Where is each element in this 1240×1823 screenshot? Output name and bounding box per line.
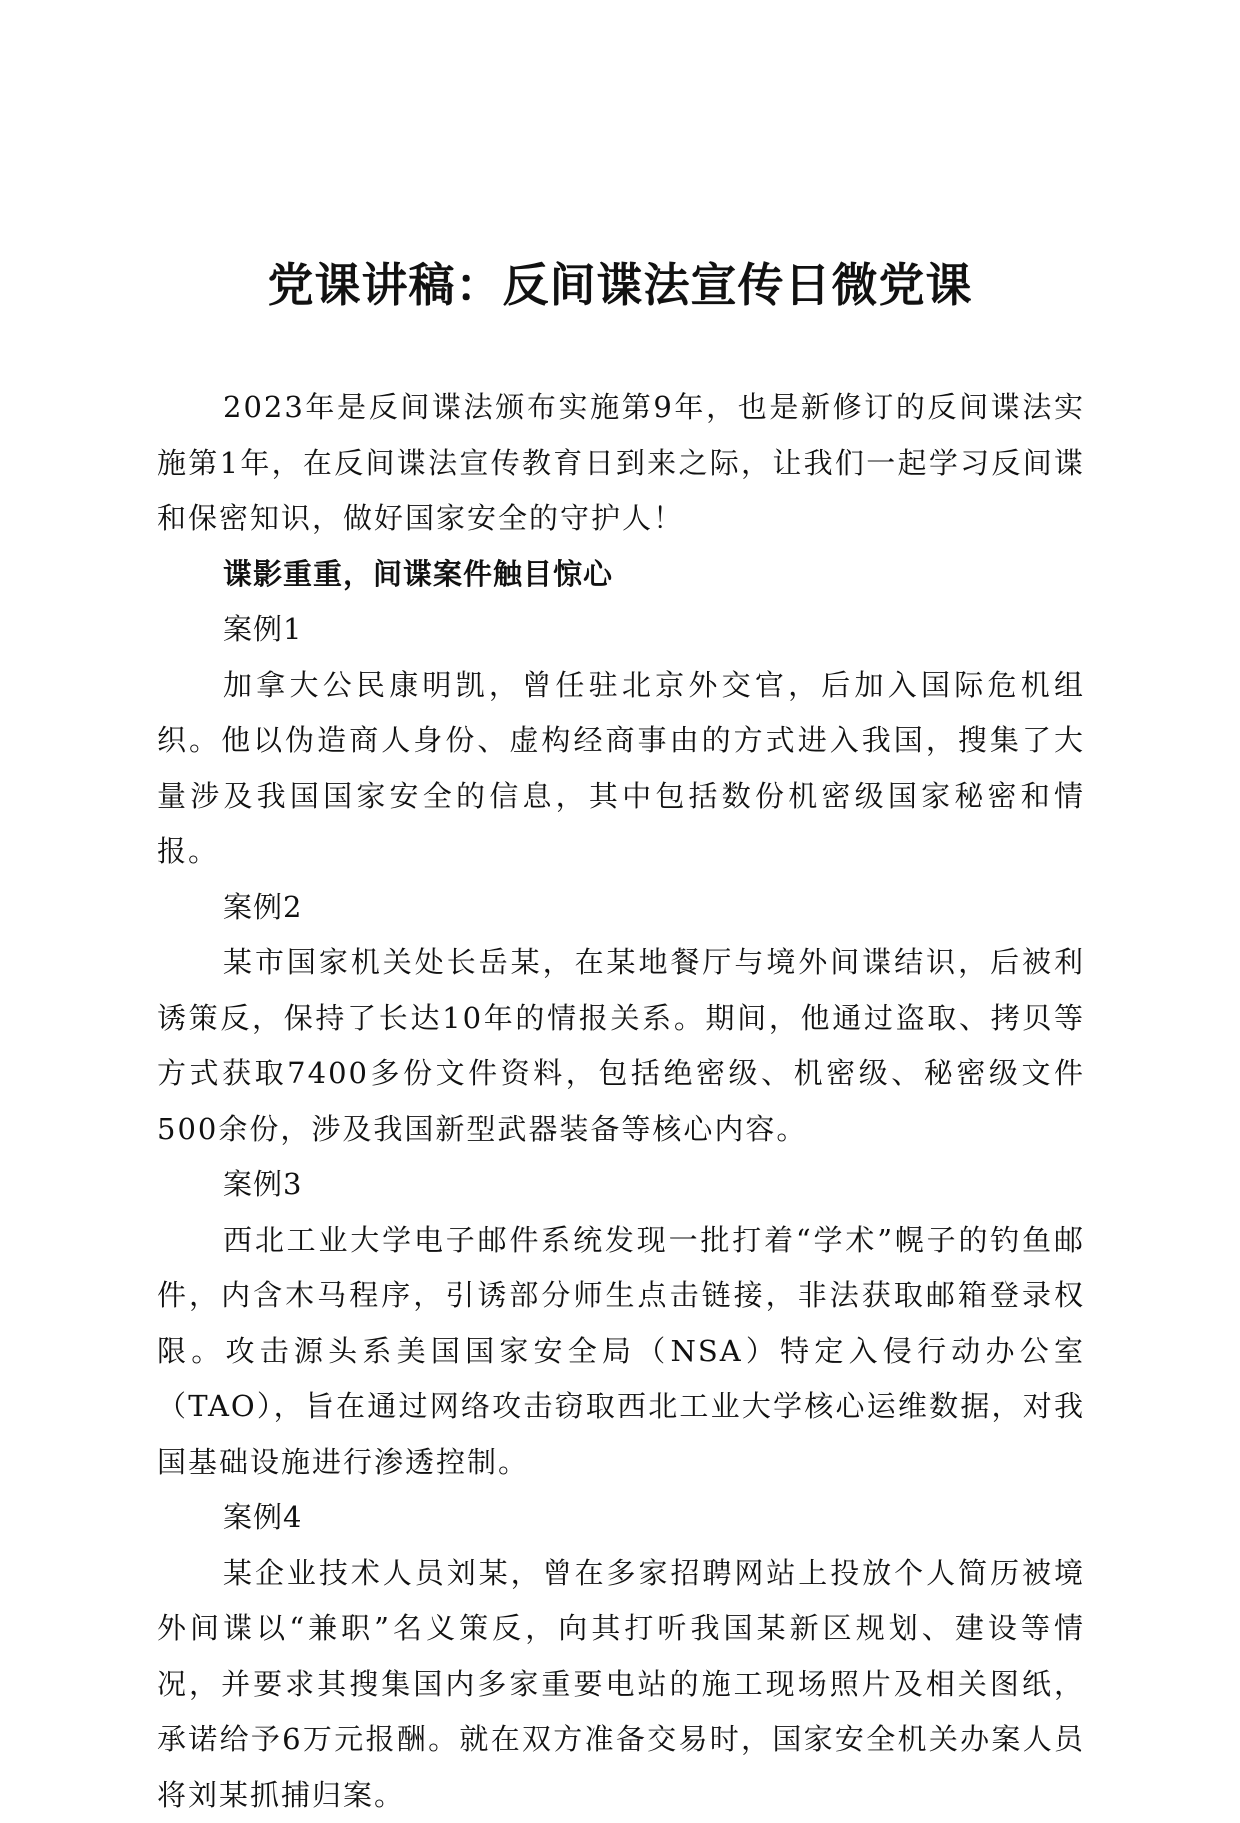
section-heading: 谍影重重，间谍案件触目惊心	[157, 547, 1085, 603]
case-4-text: 某企业技术人员刘某，曾在多家招聘网站上投放个人简历被境外间谍以“兼职”名义策反，向其打听我国某新区规划、建设等情况，并要求其搜集国内多家重要电站的施工现场照片及相关图纸，承诺给予6万元报酬。就在双方准备交易时，国家安全机关办案人员将刘某抓捕归案。	[157, 1546, 1085, 1823]
case-3-text: 西北工业大学电子邮件系统发现一批打着“学术”幌子的钓鱼邮件，内含木马程序，引诱部分师生点击链接，非法获取邮箱登录权限。攻击源头系美国国家安全局（NSA）特定入侵行动办公室（TAO），旨在通过网络攻击窃取西北工业大学核心运维数据，对我国基础设施进行渗透控制。	[157, 1213, 1085, 1491]
case-3-label: 案例3	[157, 1157, 1085, 1213]
case-2-text: 某市国家机关处长岳某，在某地餐厅与境外间谍结识，后被利诱策反，保持了长达10年的情报关系。期间，他通过盗取、拷贝等方式获取7400多份文件资料，包括绝密级、机密级、秘密级文件500余份，涉及我国新型武器装备等核心内容。	[157, 935, 1085, 1157]
case-1-text: 加拿大公民康明凯，曾任驻北京外交官，后加入国际危机组织。他以伪造商人身份、虚构经商事由的方式进入我国，搜集了大量涉及我国国家安全的信息，其中包括数份机密级国家秘密和情报。	[157, 658, 1085, 880]
case-2-label: 案例2	[157, 880, 1085, 936]
page-title: 党课讲稿：反间谍法宣传日微党课	[0, 255, 1240, 315]
intro-paragraph: 2023年是反间谍法颁布实施第9年，也是新修订的反间谍法实施第1年，在反间谍法宣传教育日到来之际，让我们一起学习反间谍和保密知识，做好国家安全的守护人！	[157, 380, 1085, 547]
case-4-label: 案例4	[157, 1490, 1085, 1546]
document-body	[157, 380, 1085, 1823]
case-1-label: 案例1	[157, 602, 1085, 658]
